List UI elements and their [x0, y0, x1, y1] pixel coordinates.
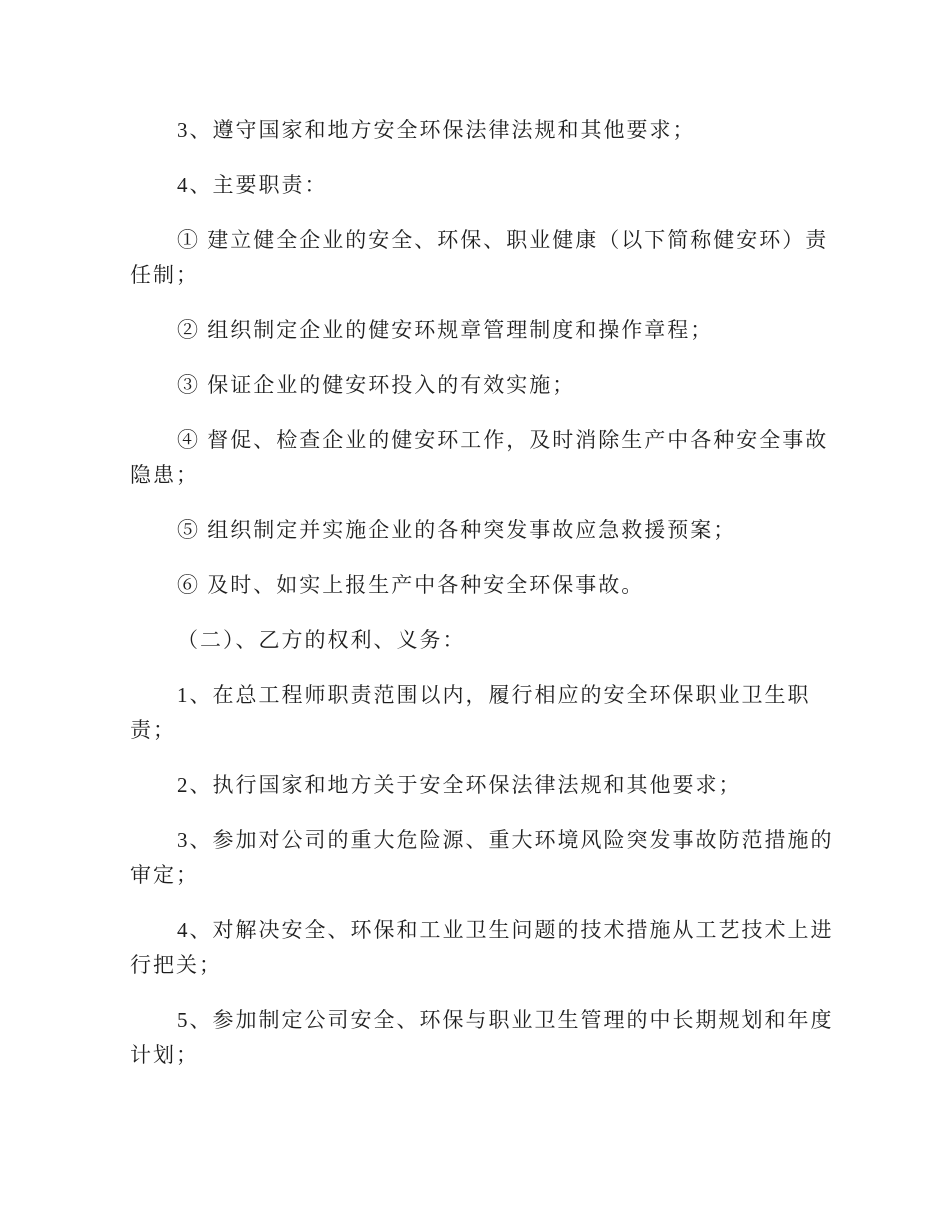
paragraph-b-item-1	[130, 678, 822, 748]
paragraph-duty-2	[130, 313, 822, 348]
paragraph-line: 2、执行国家和地方关于安全环保法律法规和其他要求；	[177, 773, 742, 797]
paragraph-line: ① 建立健全企业的安全、环保、职业健康（以下简称健安环）责	[177, 228, 829, 252]
paragraph-line: 责；	[130, 718, 176, 742]
paragraph-line: 任制；	[130, 263, 199, 287]
paragraph-line: （二）、乙方的权利、义务：	[177, 628, 466, 652]
paragraph-line: 计划；	[130, 1043, 199, 1067]
paragraph-b-item-4	[130, 913, 834, 983]
paragraph-line: 隐患；	[130, 463, 199, 487]
paragraph-duty-5	[130, 513, 822, 548]
paragraph-item-3	[130, 113, 822, 148]
paragraph-duty-1	[130, 223, 829, 293]
paragraph-line: 5、参加制定公司安全、环保与职业卫生管理的中长期规划和年度	[177, 1008, 834, 1032]
paragraph-duty-4	[130, 423, 829, 493]
paragraph-b-item-5	[130, 1003, 834, 1073]
section-heading-party-b	[130, 623, 822, 658]
paragraph-line: ④ 督促、检查企业的健安环工作，及时消除生产中各种安全事故	[177, 428, 829, 452]
paragraph-line: 审定；	[130, 863, 199, 887]
paragraph-b-item-3	[130, 823, 834, 893]
paragraph-line: 3、遵守国家和地方安全环保法律法规和其他要求；	[177, 118, 696, 142]
paragraph-line: ③ 保证企业的健安环投入的有效实施；	[177, 373, 576, 397]
paragraph-b-item-2	[130, 768, 822, 803]
paragraph-duty-6	[130, 568, 822, 603]
paragraph-line: 3、参加对公司的重大危险源、重大环境风险突发事故防范措施的	[177, 828, 834, 852]
document-body	[130, 113, 834, 1093]
paragraph-duty-3	[130, 368, 822, 403]
paragraph-line: ② 组织制定企业的健安环规章管理制度和操作章程；	[177, 318, 714, 342]
paragraph-line: 4、主要职责：	[177, 173, 328, 197]
paragraph-line: 1、在总工程师职责范围以内，履行相应的安全环保职业卫生职	[177, 683, 811, 707]
paragraph-line: ⑤ 组织制定并实施企业的各种突发事故应急救援预案；	[177, 518, 737, 542]
paragraph-item-4	[130, 168, 822, 203]
paragraph-line: ⑥ 及时、如实上报生产中各种安全环保事故。	[177, 573, 645, 597]
paragraph-line: 行把关；	[130, 953, 222, 977]
paragraph-line: 4、对解决安全、环保和工业卫生问题的技术措施从工艺技术上进	[177, 918, 834, 942]
